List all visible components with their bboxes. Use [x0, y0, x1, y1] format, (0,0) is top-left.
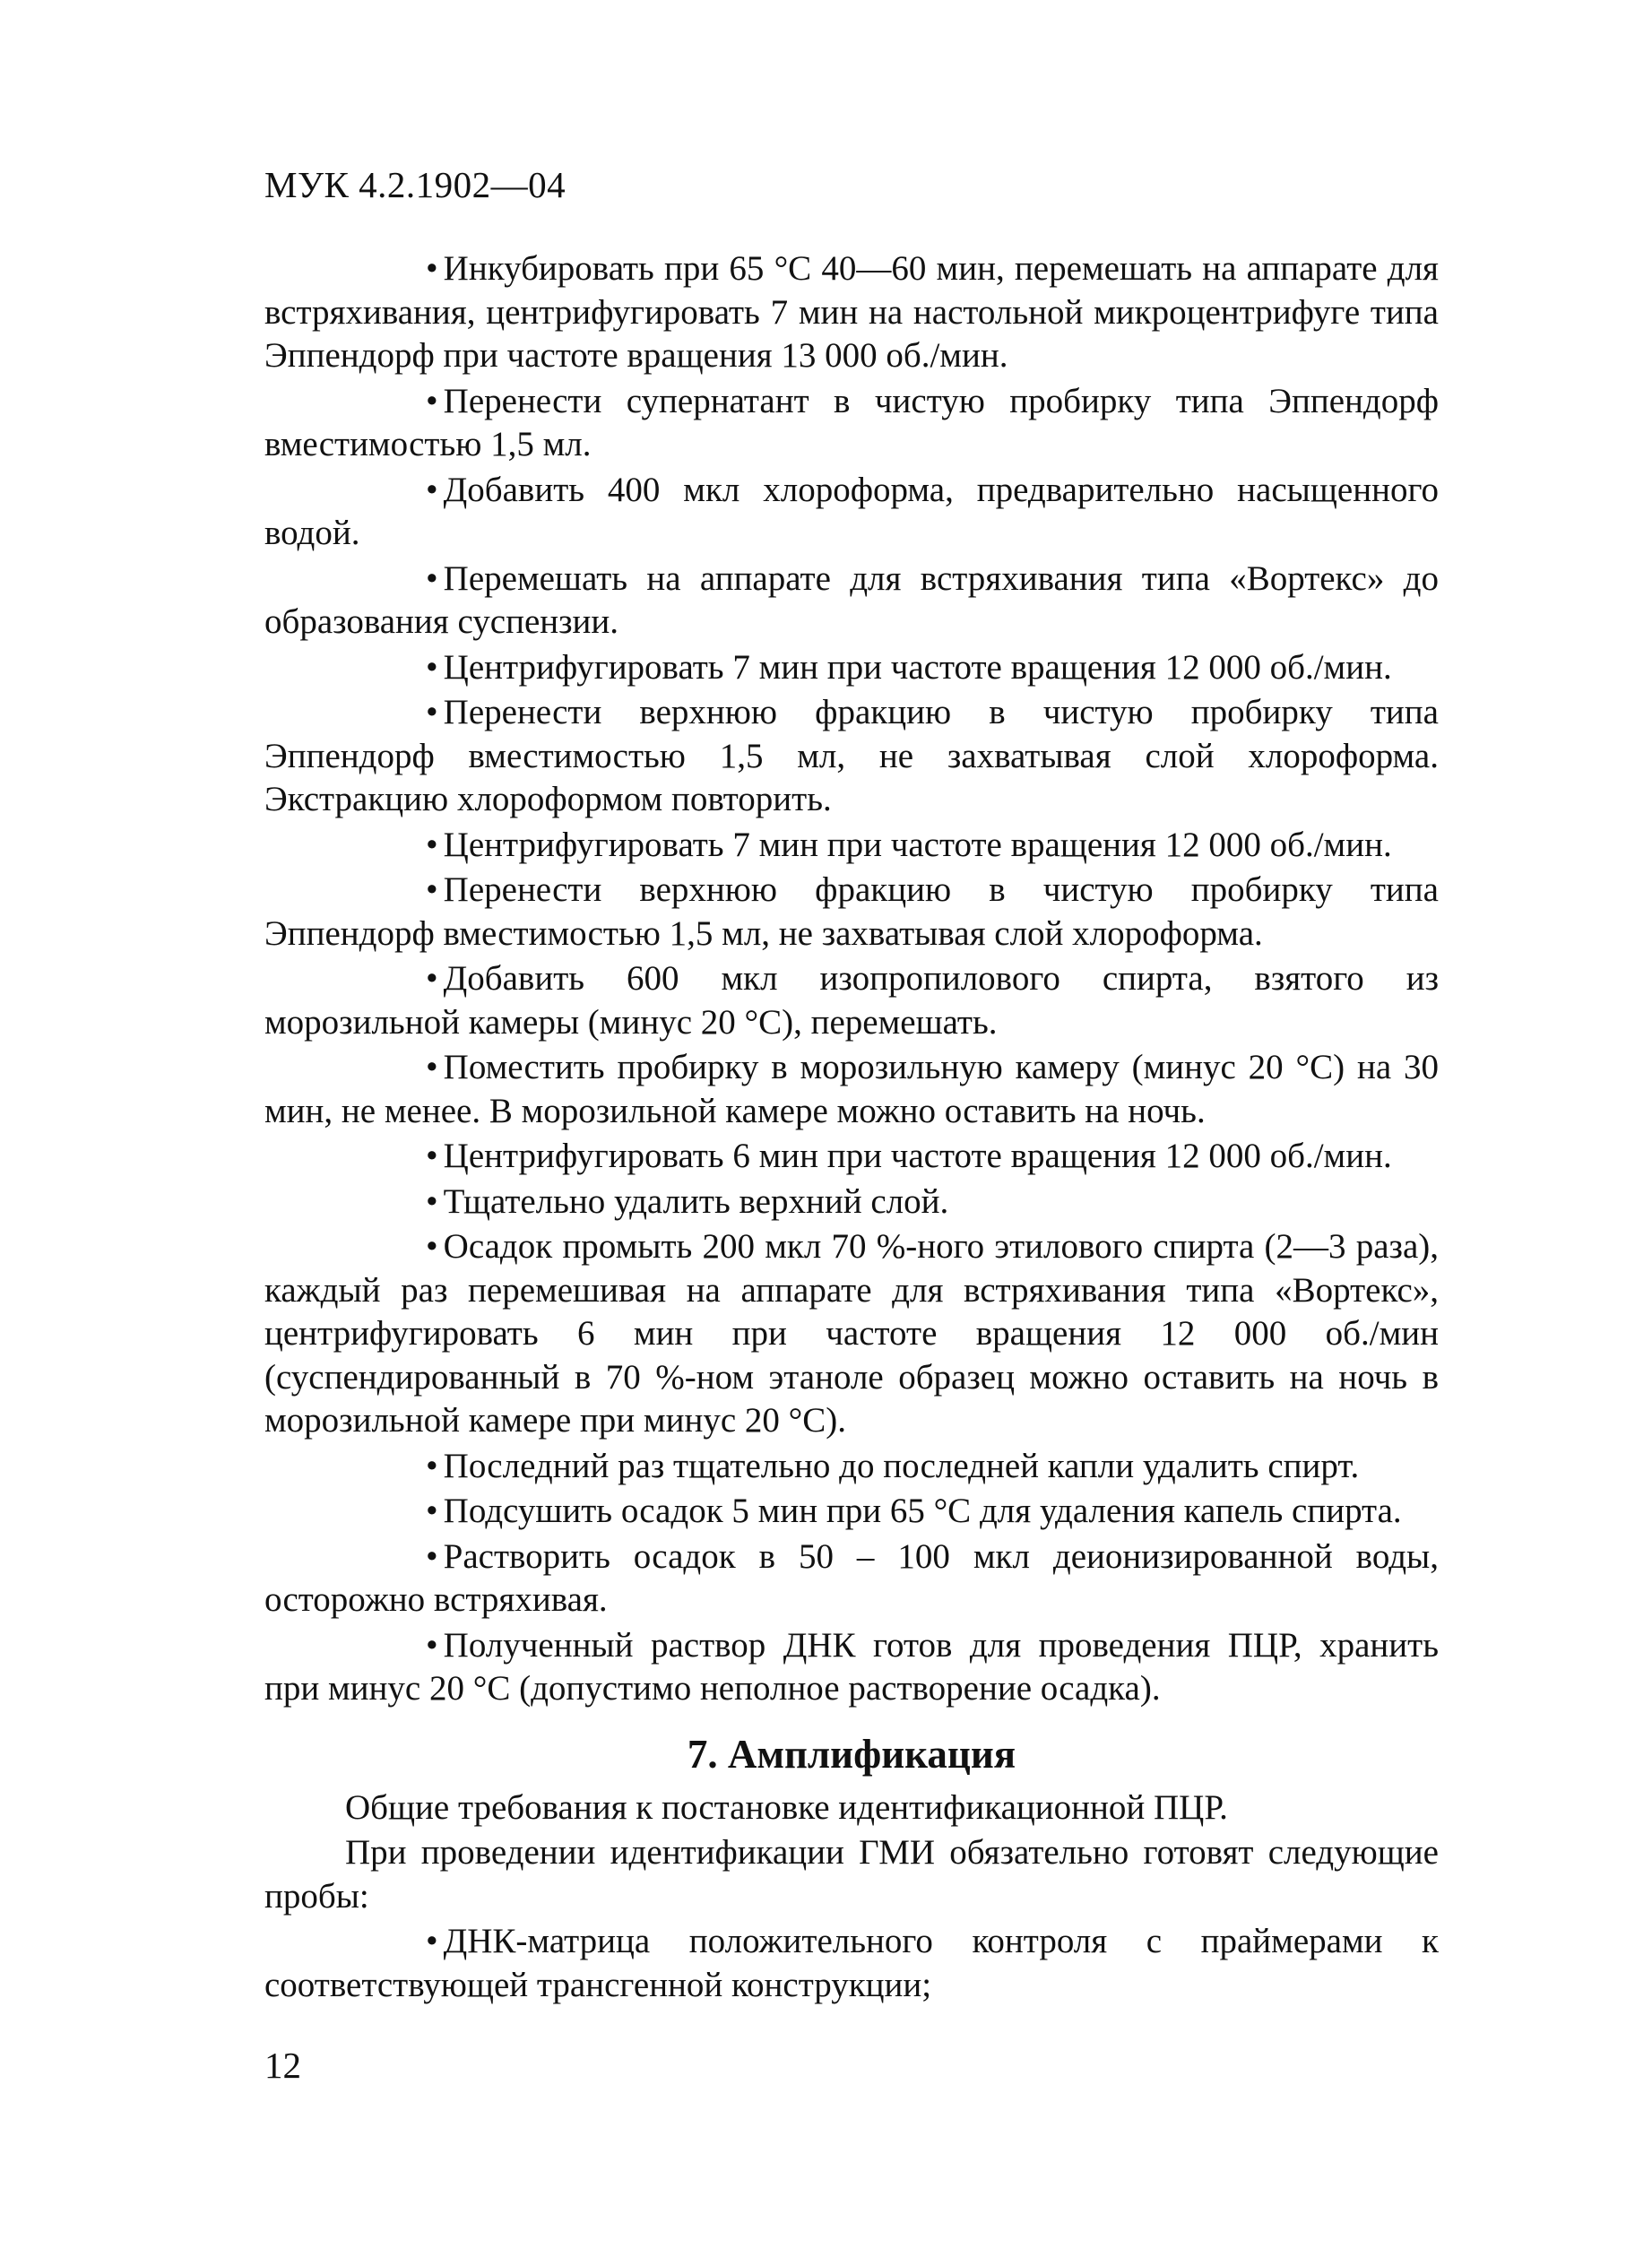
- bullet-icon: •: [426, 870, 438, 909]
- step-item: [264, 469, 1439, 556]
- step-text: Центрифугировать 7 мин при частоте вращения 12 000 об./мин.: [443, 825, 1392, 864]
- bullet-icon: •: [426, 647, 438, 687]
- step-text: Растворить осадок в 50 – 100 мкл деионизированной воды, осторожно встряхивая.: [264, 1536, 1439, 1619]
- paragraph: При проведении идентификации ГМИ обязательно готовят следующие пробы:: [264, 1833, 1439, 1916]
- step-item: [264, 1046, 1439, 1133]
- step-item: [264, 247, 1439, 378]
- bullet-icon: •: [426, 249, 438, 288]
- step-item: [264, 691, 1439, 822]
- step-text: Центрифугировать 7 мин при частоте вращения 12 000 об./мин.: [443, 647, 1392, 687]
- step-text: Добавить 600 мкл изопропилового спирта, взятого из морозильной камеры (минус 20 °С), перемешать.: [264, 959, 1439, 1042]
- step-item: [264, 646, 1439, 690]
- step-item: [264, 1535, 1439, 1622]
- step-item: [264, 1920, 1439, 2007]
- page-number: 12: [264, 2045, 301, 2086]
- bullet-icon: •: [426, 1048, 438, 1086]
- step-text: Полученный раствор ДНК готов для проведения ПЦР, хранить при минус 20 °С (допустимо неполное растворение осадка).: [264, 1625, 1439, 1708]
- bullet-icon: •: [426, 470, 438, 509]
- bullet-icon: •: [426, 558, 438, 598]
- step-text: Последний раз тщательно до последней капли удалить спирт.: [443, 1446, 1360, 1485]
- bullet-icon: •: [426, 381, 438, 420]
- step-item: [264, 1445, 1439, 1489]
- section-heading: 7. Амплификация: [687, 1731, 1016, 1777]
- bullet-icon: •: [426, 825, 438, 864]
- bullet-icon: •: [426, 1227, 438, 1266]
- document-header: МУК 4.2.1902—04: [264, 164, 567, 205]
- step-item: [264, 1135, 1439, 1179]
- step-item: [264, 824, 1439, 868]
- step-item: [264, 957, 1439, 1044]
- step-text: Тщательно удалить верхний слой.: [443, 1181, 949, 1221]
- bullet-icon: •: [426, 693, 438, 731]
- bullet-icon: •: [426, 1137, 438, 1175]
- step-text: Поместить пробирку в морозильную камеру (минус 20 °С) на 30 мин, не менее. В морозильной камере можно оставить на ночь.: [264, 1048, 1439, 1130]
- bullet-icon: •: [426, 959, 438, 998]
- step-item: [264, 1624, 1439, 1711]
- step-text: Перенести супернатант в чистую пробирку типа Эппендорф вместимостью 1,5 мл.: [264, 381, 1439, 463]
- step-text: Осадок промыть 200 мкл 70 %-ного этилового спирта (2—3 раза), каждый раз перемешивая на аппарате для встряхивания типа «Вортекс», центрифугировать 6 мин при частоте вращения 12 000 об./мин (суспендированный в 70 %-ном этаноле образец можно оставить на ночь в морозильной камере при минус 20 °С).: [264, 1227, 1439, 1440]
- step-text: ДНК-матрица положительного контроля с праймерами к соответствующей трансгенной конструкции;: [264, 1922, 1439, 2004]
- bullet-icon: •: [426, 1922, 438, 1960]
- step-text: Перемешать на аппарате для встряхивания типа «Вортекс» до образования суспензии.: [264, 558, 1439, 641]
- step-text: Подсушить осадок 5 мин при 65 °С для удаления капель спирта.: [443, 1492, 1402, 1530]
- paragraph: Общие требования к постановке идентификационной ПЦР.: [345, 1787, 1228, 1827]
- step-item: [264, 1181, 1439, 1224]
- bullet-icon: •: [426, 1181, 438, 1221]
- bullet-icon: •: [426, 1536, 438, 1576]
- bullet-icon: •: [426, 1492, 438, 1530]
- page-body: [264, 247, 1439, 2009]
- step-item: [264, 869, 1439, 956]
- step-text: Перенести верхнюю фракцию в чистую пробирку типа Эппендорф вместимостью 1,5 мл, не захватывая слой хлороформа. Экстракцию хлороформом повторить.: [264, 693, 1439, 818]
- bullet-icon: •: [426, 1625, 438, 1665]
- step-text: Инкубировать при 65 °С 40—60 мин, перемешать на аппарате для встряхивания, центрифугировать 7 мин на настольной микроцентрифуге типа Эппендорф при частоте вращения 13 000 об./мин.: [264, 249, 1439, 375]
- step-item: [264, 1490, 1439, 1534]
- step-item: [264, 558, 1439, 644]
- step-text: Перенести верхнюю фракцию в чистую пробирку типа Эппендорф вместимостью 1,5 мл, не захватывая слой хлороформа.: [264, 870, 1439, 953]
- step-item: [264, 1225, 1439, 1443]
- bullet-icon: •: [426, 1446, 438, 1485]
- step-item: [264, 380, 1439, 467]
- step-text: Центрифугировать 6 мин при частоте вращения 12 000 об./мин.: [443, 1137, 1392, 1175]
- step-text: Добавить 400 мкл хлороформа, предварительно насыщенного водой.: [264, 470, 1439, 552]
